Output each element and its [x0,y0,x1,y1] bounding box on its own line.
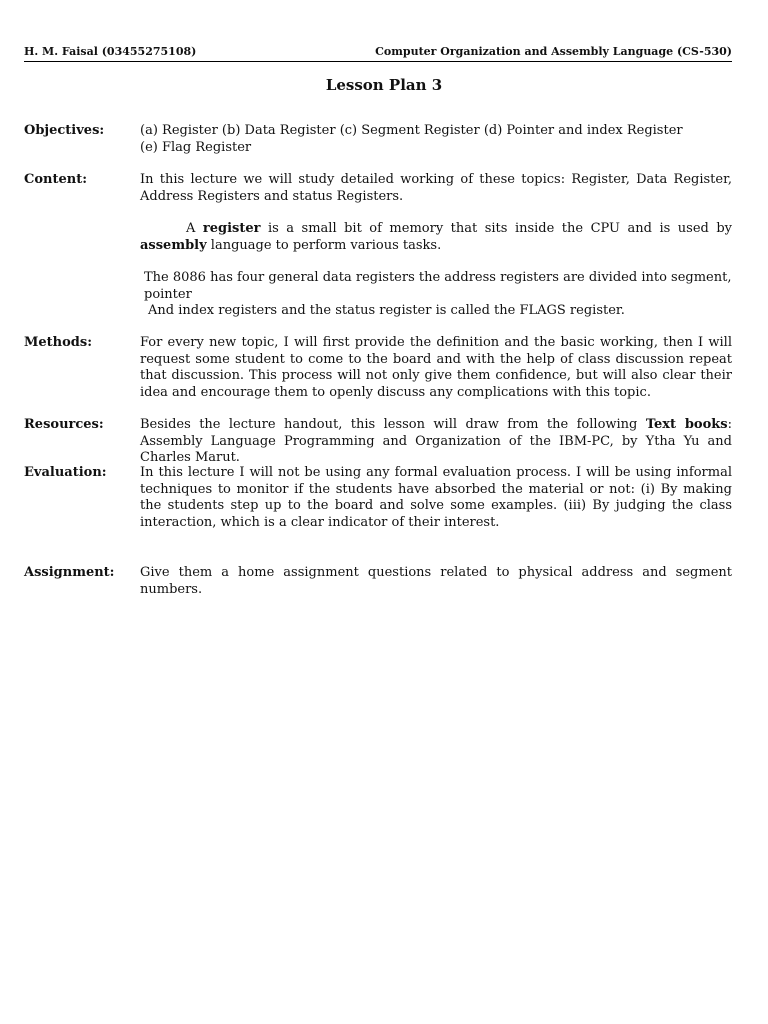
assignment-text: Give them a home assignment questions related to physical address and segment numbers. [140,565,732,597]
content-paragraph-1: In this lecture we will study detailed working of these topics: Register, Data Register, Address Registers and status Registers. [140,172,732,204]
header-author: H. M. Faisal (03455275108) [24,45,197,58]
page-header [24,45,732,58]
assignment-section [24,565,732,598]
evaluation-label: Evaluation: [24,465,107,480]
register-term: register [202,221,261,236]
assembly-term: assembly [140,237,207,253]
content-paragraph-3 [140,270,732,320]
content-label: Content: [24,172,88,187]
methods-text: For every new topic, I will first provide the definition and the basic working, then I will request some student to come to the board and with the help of class discussion repeat that discussion. This process will not only give them confidence, but will also clear their idea and encourage them to openly discuss any complications with this topic. [140,335,732,400]
content-paragraph-3-line-2: And index registers and the status register is called the FLAGS register. [148,303,625,318]
objectives-label: Objectives: [24,123,105,138]
assignment-label: Assignment: [24,565,115,580]
page-title: Lesson Plan 3 [325,76,443,94]
header-course: Computer Organization and Assembly Language (CS-530) [375,45,732,58]
methods-section [24,335,732,401]
resources-label: Resources: [24,417,104,432]
content-paragraph-3-line-1: The 8086 has four general data registers the address registers are divided into segment, pointer [144,270,732,302]
resources-section [24,417,732,467]
evaluation-text: In this lecture I will not be using any formal evaluation process. I will be using informal techniques to monitor if the students have absorbed the material or not: (i) By making the students step up to the board and solve some examples. (iii) By judging the class interaction, which is a clear indicator of their interest. [140,465,732,530]
objectives-line-2: (e) Flag Register [140,139,252,155]
content-paragraph-2: A register is a small bit of memory that sits inside the CPU and is used by assembly language to perform various tasks. [140,221,732,253]
objectives-section [24,123,732,156]
text-books-term: Text books [645,417,728,432]
resources-text: Besides the lecture handout, this lesson will draw from the following Text books: Assembly Language Programming and Organization of the IBM-PC, by Ytha Yu and Charles Marut. [140,417,732,465]
evaluation-section [24,465,732,531]
methods-label: Methods: [24,335,92,350]
header-rule [24,61,732,62]
objectives-line-1: (a) Register (b) Data Register (c) Segment Register (d) Pointer and index Register [140,123,683,138]
content-section [24,172,732,320]
